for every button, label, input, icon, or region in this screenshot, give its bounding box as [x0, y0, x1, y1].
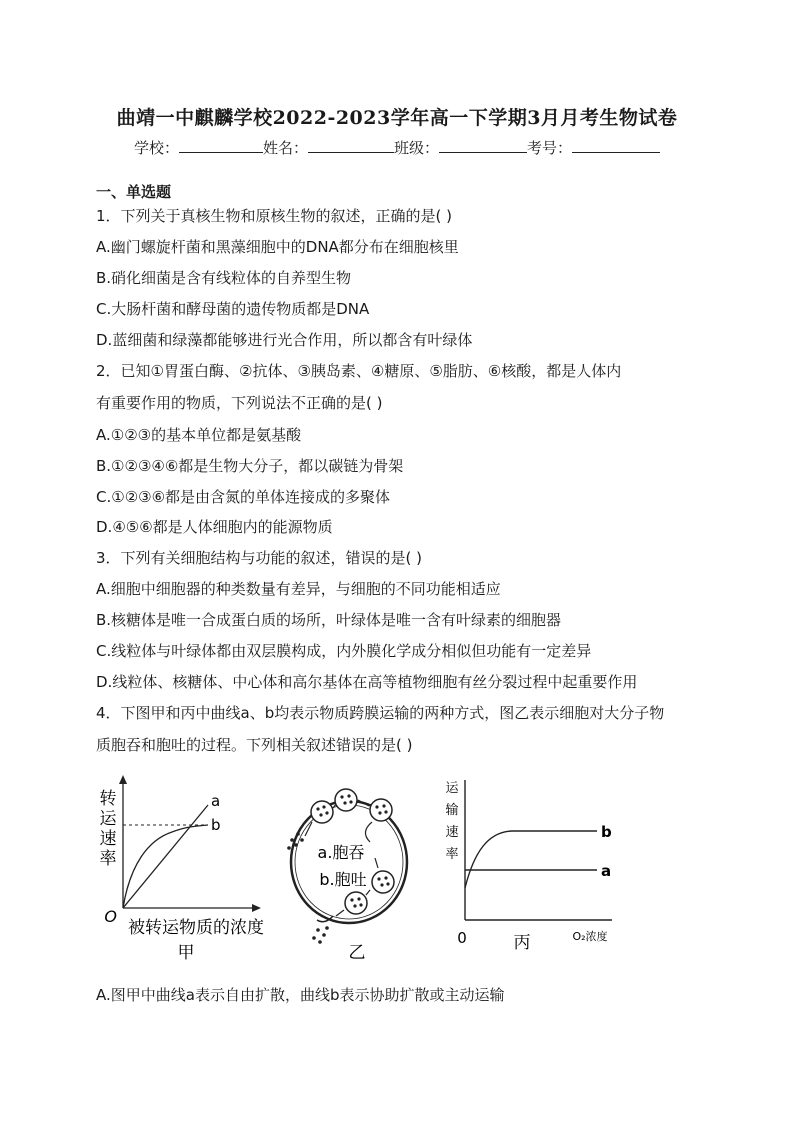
- student-info-row: [0, 137, 794, 158]
- question-2-stem-line-2: 有重要作用的物质，下列说法不正确的是( ): [96, 394, 383, 412]
- jia-origin: O: [104, 907, 117, 926]
- yi-label-endocytosis: a.胞吞: [317, 843, 365, 862]
- class-blank: [439, 138, 527, 153]
- question-2-stem-line-1: 2．已知①胃蛋白酶、②抗体、③胰岛素、④糖原、⑤脂肪、⑥核酸，都是人体内: [96, 362, 622, 380]
- yi-vesicle-entering: [311, 801, 333, 823]
- school-blank: [179, 138, 263, 153]
- question-2-option-c: C.①②③⑥都是由含氮的单体连接成的多聚体: [96, 488, 391, 506]
- bing-caption: 丙: [513, 933, 531, 953]
- bing-xlabel: O₂浓度: [572, 930, 608, 943]
- question-3-option-c: C.线粒体与叶绿体都由双层膜构成，内外膜化学成分相似但功能有一定差异: [96, 642, 592, 660]
- yi-vesicle-right: [370, 799, 392, 821]
- yi-arrow-2: [333, 804, 336, 808]
- figure-jia: [100, 775, 265, 963]
- question-1-option-b: B.硝化细菌是含有线粒体的自养型生物: [96, 269, 352, 287]
- question-3-option-a: A.细胞中细胞器的种类数量有差异，与细胞的不同功能相适应: [96, 580, 501, 598]
- jia-label-b: b: [211, 816, 221, 834]
- yi-released-particles: [312, 926, 329, 944]
- question-1-stem: 1．下列关于真核生物和原核生物的叙述，正确的是( ): [96, 207, 453, 225]
- jia-caption: 甲: [177, 943, 195, 963]
- question-2-option-a: A.①②③的基本单位都是氨基酸: [96, 426, 302, 444]
- jia-curve-a: [123, 805, 208, 908]
- question-4-stem-line-1: 4．下图甲和丙中曲线a、b均表示物质跨膜运输的两种方式，图乙表示细胞对大分子物: [96, 704, 665, 722]
- yi-vesicle-bottom: [345, 892, 367, 914]
- bing-label-a: a: [601, 862, 612, 880]
- jia-y-arrow: [119, 775, 127, 784]
- question-2-option-d: D.④⑤⑥都是人体细胞内的能源物质: [96, 518, 333, 536]
- figure-yi: [287, 789, 407, 963]
- yi-caption: 乙: [348, 943, 366, 963]
- yi-arrow-6: [366, 890, 370, 895]
- bing-ylabel-1: 运: [445, 781, 459, 796]
- class-label: 班级：: [394, 139, 440, 157]
- bing-curve-b: [465, 831, 597, 888]
- bing-ylabel-3: 速: [445, 825, 459, 840]
- question-1-option-d: D.蓝细菌和绿藻都能够进行光合作用，所以都含有叶绿体: [96, 331, 473, 349]
- exam-number-label: 考号：: [527, 139, 573, 157]
- yi-vesicle-top: [335, 789, 357, 811]
- jia-x-arrow: [252, 904, 261, 912]
- question-3-option-d: D.线粒体、核糖体、中心体和高尔基体在高等植物细胞有丝分裂过程中起重要作用: [96, 673, 638, 691]
- name-blank: [308, 138, 394, 153]
- bing-origin: 0: [457, 929, 467, 947]
- question-1-option-c: C.大肠杆菌和酵母菌的遗传物质都是DNA: [96, 300, 370, 318]
- question-4-option-a: A.图甲中曲线a表示自由扩散，曲线b表示协助扩散或主动运输: [96, 986, 505, 1004]
- school-label: 学校：: [133, 139, 179, 157]
- jia-ylabel-4: 率: [99, 849, 117, 869]
- exam-title: 曲靖一中麒麟学校2022-2023学年高一下学期3月月考生物试卷: [116, 107, 678, 129]
- yi-label-exocytosis: b.胞吐: [319, 870, 367, 889]
- section-heading: 一、单选题: [96, 183, 172, 201]
- question-3-option-b: B.核糖体是唯一合成蛋白质的场所，叶绿体是唯一含有叶绿素的细胞器: [96, 611, 562, 629]
- jia-curve-b: [123, 825, 208, 908]
- question-4-stem-line-2: 质胞吞和胞吐的过程。下列相关叙述错误的是( ): [96, 736, 413, 754]
- jia-ylabel-3: 速: [99, 829, 117, 849]
- yi-arrow-4: [365, 822, 372, 842]
- jia-label-a: a: [211, 792, 221, 810]
- question-3-stem: 3．下列有关细胞结构与功能的叙述，错误的是( ): [96, 549, 423, 567]
- bing-ylabel-4: 率: [445, 847, 459, 862]
- jia-xlabel: 被转运物质的浓度: [128, 918, 264, 938]
- name-label: 姓名：: [262, 139, 308, 157]
- bing-label-b: b: [601, 823, 612, 841]
- yi-arrow-5: [375, 858, 378, 868]
- exam-number-blank: [572, 138, 660, 153]
- yi-arrow-7: [336, 910, 344, 916]
- question-4-figures: [0, 770, 794, 970]
- jia-ylabel-2: 运: [99, 809, 117, 829]
- question-1-option-a: A.幽门螺旋杆菌和黑藻细胞中的DNA都分布在细胞核里: [96, 238, 459, 256]
- jia-ylabel-1: 转: [99, 789, 117, 809]
- question-2-option-b: B.①②③④⑥都是生物大分子，都以碳链为骨架: [96, 457, 404, 475]
- figure-bing: [445, 780, 612, 953]
- yi-vesicle-lower-right: [372, 871, 394, 893]
- bing-ylabel-2: 输: [445, 803, 459, 818]
